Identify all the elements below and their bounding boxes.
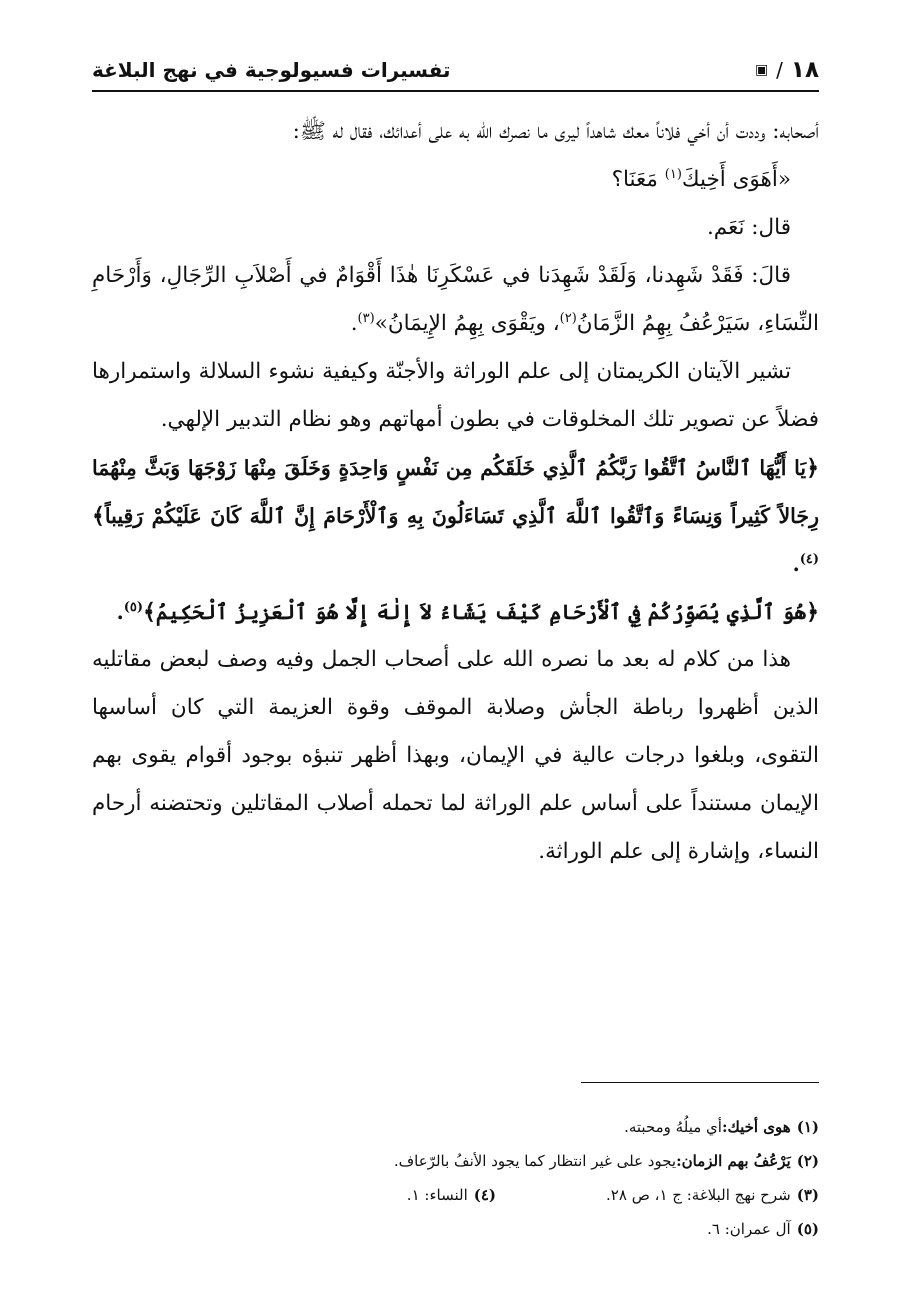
ornate-bracket-open: ﴿ — [806, 455, 819, 481]
paragraph-answer: قال: نَعَم. — [706, 215, 791, 240]
footnote-3-text: شرح نهج البلاغة: ج ١، ص ٢٨. — [606, 1186, 791, 1204]
footnote-5: (٥) آل عمران: ٦. — [707, 1220, 819, 1238]
ornate-bracket-close: ﴾ — [92, 503, 105, 529]
running-title: تفسيرات فسيولوجية في نهج البلاغة — [92, 58, 451, 82]
paragraph-hadith: قالَ: فَقَدْ شَهِدنا، وَلَقَدْ شَهِدَنا في عَسْكَرِنَا هٰذَا أَقْوَامٌ في أَصْلاَبِ الرِّجَالِ، وَأَرْحَامِ النِّسَاءِ، سَيَرْعُفُ بِهِمُ الزَّمَانُ$^{(٢)}$، ويَقْوَى بِهِمُ الإِيمَانُ»$^{(٣)}$. — [92, 263, 819, 336]
folio — [755, 57, 819, 83]
footnote-divider — [581, 1082, 819, 1083]
footnote-2: (٢) يَرْعُفُ بهم الزمان: يجود على غير انتظار كما يجود الأنفُ بالرّعاف. — [393, 1152, 819, 1170]
quran-verse-1: ﴿يَا أَيُّهَا ٱلنَّاسُ ٱتَّقُوا رَبَّكُمُ ٱلَّذِي خَلَقَكُم مِن نَفْسٍ وَاحِدَةٍ وَخَلَقَ مِنْهَا زَوْجَهَا وَبَثَّ مِنْهُمَا رِجَالاً كَثِيراً وَنِسَاءً وَٱتَّقُوا ٱللَّهَ ٱلَّذِي تَسَاءَلُونَ بِهِ وَٱلْأَرْحَامَ إِنَّ ٱللَّهَ كَانَ عَلَيْكُمْ رَقِيباً﴾$^{(٤)}$. — [92, 455, 819, 576]
paragraph-hadith-question: «أَهَوَى أَخِيكَ$^{(١)}$ مَعَنَا؟ — [611, 166, 791, 192]
footnote-ref-5[interactable]: (٥) — [123, 600, 144, 616]
body-text — [92, 108, 819, 876]
running-header — [92, 50, 819, 92]
paragraph-explanation: هذا من كلام له بعد ما نصره الله على أصحاب الجمل وفيه وصف لبعض مقاتليه الذين أظهروا رباطة الجأش وصلابة الموقف وقوة العزيمة التي كان أساسها التقوى، وبلغوا درجات عالية في الإيمان، وبهذا أظهر تنبؤه بوجود أقوام يقوى بهم الإيمان مستنداً على أساس علم الوراثة لما تحمله أصلاب المقاتلين وتحتضنه أرحام النساء، وإشارة إلى علم الوراثة. — [92, 647, 819, 864]
paragraph-1: أصحابه: وددت أن أخي فلاناً معك شاهداً ليرى ما نصرك الله به على أعدائك، فقال له ﷺ: — [292, 119, 819, 144]
ornate-bracket-close: ﴾ — [143, 599, 156, 625]
footnote-4-text: النساء: ١. — [406, 1186, 468, 1204]
ornate-bracket-open: ﴿ — [806, 599, 819, 625]
footnote-ref-2[interactable]: (٢) — [559, 310, 577, 326]
footnote-ref-4[interactable]: (٤) — [799, 552, 819, 568]
footnote-3-4 — [92, 1178, 819, 1212]
footnotes — [92, 1110, 819, 1246]
footnote-ref-1[interactable]: (١) — [664, 166, 682, 182]
footnote-ref-3[interactable]: (٣) — [357, 310, 375, 326]
paragraph-commentary: تشير الآيتان الكريمتان إلى علم الوراثة والأجنّة وكيفية نشوء السلالة واستمرارها فضلاً عن تصوير تلك المخلوقات في بطون أمهاتهم وهو نظام التدبير الإلهي. — [92, 359, 819, 432]
footnote-3-num: (٣) — [796, 1186, 819, 1204]
square-icon: ▣ — [754, 62, 769, 78]
quran-verse-2: ﴿هُوَ ٱلَّذِي يُصَوِّرُكُمْ فِي ٱلْأَرْحَامِ كَيْفَ يَشَاءُ لاَ إِلٰهَ إِلَّا هُوَ ٱلْعَزِيزُ ٱلْحَكِيمُ﴾$^{(٥)}$. — [116, 599, 819, 625]
footnote-4-num: (٤) — [473, 1186, 497, 1204]
folio-separator: / — [776, 58, 783, 82]
footnote-1: (١) هوى أخيك: أي ميلُهُ ومحبته. — [624, 1118, 819, 1136]
page-number: ١٨ — [790, 57, 819, 83]
